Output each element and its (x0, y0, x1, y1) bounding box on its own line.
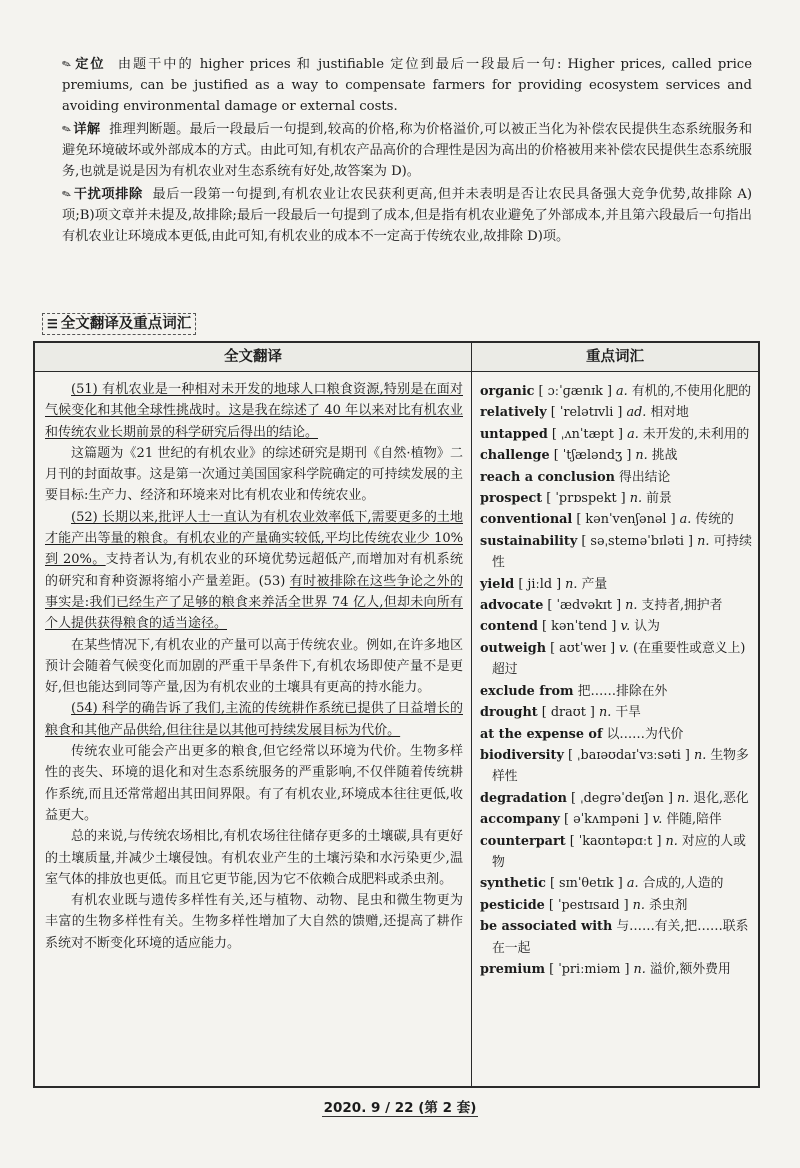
vocab-phonetic: [ səˌsteɪnəˈbɪləti ] (577, 533, 698, 549)
vocab-word: premium (480, 961, 546, 977)
detail-paragraph (62, 119, 752, 182)
vocab-phonetic: [ ˈrelətɪvli ] (546, 405, 627, 421)
vocab-meaning: 干旱 (615, 705, 641, 721)
vocab-word: untapped (480, 426, 548, 442)
vocab-word: reach a conclusion (480, 469, 615, 485)
vocab-meaning: 相对地 (650, 405, 689, 421)
vocab-phonetic: [ ˈædvəkɪt ] (543, 598, 626, 614)
vocab-entry (480, 467, 752, 488)
locate-text: 由题干中的 higher prices 和 justifiable 定位到最后一段最后一句: Higher prices, called price premiums, can be justified as a way to compensate farmers for providing ecosystem services and avoiding environmental damage or external costs. (62, 57, 752, 114)
translation-vocab-table (33, 341, 760, 1088)
column-divider (471, 343, 472, 1086)
vocab-pos: n. (665, 833, 678, 849)
detail-tag: 详解 (73, 122, 101, 137)
vocab-phonetic: [ ˈpestɪsaɪd ] (544, 897, 633, 913)
locate-paragraph (62, 54, 752, 117)
vocab-entry (480, 681, 752, 702)
vocab-meaning: 支持者,拥护者 (641, 598, 723, 614)
vocab-word: outweigh (480, 640, 547, 656)
vocab-pos: n. (677, 790, 690, 806)
translation-paragraph (45, 443, 463, 507)
vocab-word: prospect (480, 491, 543, 507)
plain-text: 总的来说,与传统农场相比,有机农场往往储存更多的土壤碳,具有更好的土壤质量,并减少土壤侵蚀。有机农业产生的土壤污染和水污染更少,温室气体的排放也更低。而且它更节能,因为它不依赖合成肥料或杀虫剂。 (45, 829, 463, 887)
vocab-meaning: 未开发的,未利用的 (642, 426, 750, 442)
vocab-entry (480, 788, 752, 809)
vocab-entry (480, 595, 752, 616)
translation-paragraph (45, 698, 463, 741)
vocab-pos: v. (620, 619, 631, 635)
vocab-pos: n. (635, 448, 648, 464)
vocab-meaning: 与……有关,把……联系在一起 (492, 919, 749, 956)
vocab-meaning: 挑战 (651, 448, 678, 464)
vocab-word: drought (480, 705, 538, 721)
vocab-meaning: 溢价,额外费用 (649, 961, 731, 977)
vocab-phonetic: [ əˈkʌmpəni ] (559, 812, 653, 828)
vocab-meaning: 有机的,不使用化肥的 (631, 384, 752, 399)
underlined-sentence: (51) 有机农业是一种相对未开发的地球人口粮食资源,特别是在面对气候变化和其他全球性挑战时。这是我在综述了 40 年以来对比有机农业和传统农业长期前景的科学研究后得出的结论。 (45, 382, 463, 440)
vocab-meaning: 对应的人或物 (492, 833, 746, 870)
vocab-pos: v. (619, 640, 629, 656)
translation-paragraph (45, 635, 463, 699)
plain-text: 这篇题为《21 世纪的有机农业》的综述研究是期刊《自然·植物》二月刊的封面故事。这是第一次通过美国国家科学院确定的可持续发展的主要目标:生产力、经济和环境来对比有机农业和传统农业。 (45, 445, 463, 504)
vocab-entry (480, 809, 752, 830)
translation-column (45, 379, 463, 954)
vocab-word: degradation (480, 790, 567, 806)
vocab-meaning: 认为 (634, 619, 660, 635)
vocab-entry (480, 638, 752, 681)
vocab-phonetic: [ ˈkaʊntəpɑːt ] (565, 833, 666, 849)
vocab-phonetic: [ ˌbaɪəʊdaɪˈvɜːsəti ] (563, 747, 694, 763)
vocab-word: yield (480, 576, 515, 592)
vocab-pos: n. (625, 598, 638, 614)
vocab-meaning: 产量 (581, 576, 608, 592)
distractor-paragraph (62, 184, 752, 247)
translation-header: 全文翻译 (224, 348, 282, 365)
vocab-word: biodiversity (480, 747, 564, 763)
vocab-meaning: 合成的,人造的 (642, 876, 724, 892)
translation-paragraph (45, 379, 463, 443)
translation-paragraph (45, 741, 463, 826)
vocab-entry (480, 724, 752, 745)
vocab-word: exclude from (480, 683, 574, 699)
distractor-tag: 干扰项排除 (73, 187, 143, 202)
section-marker-icon: ☰ (47, 317, 58, 331)
vocab-word: relatively (480, 405, 547, 421)
vocab-phonetic: [ ˈprɒspekt ] (542, 491, 630, 507)
vocab-entry (480, 616, 752, 637)
vocab-meaning: 伴随,陪伴 (666, 812, 722, 828)
vocab-word: be associated with (480, 919, 613, 935)
pen-icon: ✎ (60, 56, 74, 73)
vocab-entry (480, 831, 752, 874)
vocab-phonetic: [ jiːld ] (514, 576, 566, 592)
locate-tag: 定位 (73, 57, 106, 72)
vocab-phonetic: [ draʊt ] (537, 705, 599, 721)
vocab-pos: a. (616, 384, 628, 399)
vocab-word: contend (480, 619, 538, 635)
vocab-word: synthetic (480, 876, 546, 892)
vocab-meaning: 传统的 (695, 512, 734, 528)
vocab-entry (480, 402, 752, 423)
vocab-pos: a. (626, 876, 639, 892)
vocab-entry (480, 424, 752, 445)
detail-text: 推理判断题。最后一段最后一句提到,较高的价格,称为价格溢价,可以被正当化为补偿农民提供生态系统服务和避免环境破坏或外部成本的方式。由此可知,有机农产品高价的合理性是因为高出的价格被用来补偿农民提供生态系统服务,也就是说是因为有机农业对生态系统有好处,故答案为 D)。 (62, 122, 753, 179)
vocab-phonetic: [ ɔːˈɡænɪk ] (534, 384, 617, 399)
vocab-phonetic: [ aʊtˈweɪ ] (546, 640, 620, 656)
vocab-entry (480, 916, 752, 959)
vocab-meaning: 生物多样性 (492, 747, 749, 785)
vocab-meaning: 杀虫剂 (649, 897, 688, 913)
vocab-phonetic: [ ˌdeɡrəˈdeɪʃən ] (566, 790, 678, 806)
vocab-meaning: 前景 (646, 491, 672, 507)
table-header (35, 343, 758, 372)
vocab-word: pesticide (480, 897, 545, 913)
vocab-pos: n. (697, 533, 710, 549)
vocab-word: at the expense of (480, 726, 603, 742)
vocab-meaning: 可持续性 (492, 533, 752, 571)
vocab-pos: n. (633, 961, 646, 977)
vocab-meaning: (在重要性或意义上)超过 (492, 640, 746, 678)
section-title-text: 全文翻译及重点词汇 (60, 315, 192, 332)
vocab-entry (480, 574, 752, 595)
underlined-sentence: 有时被排除在这些争论之外的事实是:我们已经生产了足够的粮食来养活全世界 74 亿人,但却未向所有个人提供获得粮食的适当途径。 (45, 573, 463, 632)
page-footer (0, 1096, 800, 1116)
vocab-pos: ad. (626, 405, 647, 421)
vocab-pos: v. (652, 812, 663, 828)
explanation-block (62, 54, 752, 249)
vocab-word: counterpart (480, 833, 566, 849)
vocab-phonetic: [ ˌʌnˈtæpt ] (547, 426, 628, 442)
vocabulary-column (480, 381, 752, 980)
vocab-pos: n. (629, 491, 643, 507)
vocab-pos: n. (598, 705, 612, 721)
section-title (42, 313, 196, 335)
vocab-meaning: 把……排除在外 (577, 683, 668, 699)
vocab-pos: a. (627, 426, 639, 442)
vocab-entry (480, 745, 752, 788)
distractor-text: 最后一段第一句提到,有机农业让农民获利更高,但并未表明是否让农民具备强大竞争优势,故排除 A)项;B)项文章并未提及,故排除;最后一段最后一句提到了成本,但是指有机农业避免了外部成本,并且第六段最后一句指出有机农业让环境成本更低,由此可知,有机农业的成本不一定高于传统农业,故排除 D)项。 (62, 187, 753, 244)
vocab-entry (480, 702, 752, 723)
translation-paragraph (45, 890, 463, 954)
vocab-pos: n. (632, 897, 645, 913)
translation-paragraph (45, 826, 463, 890)
pen-icon: ✎ (60, 186, 74, 203)
vocab-entry (480, 445, 752, 466)
vocab-phonetic: [ sɪnˈθetɪk ] (545, 876, 627, 892)
underlined-sentence: (52) 长期以来,批评人士一直认为有机农业效率低下,需要更多的土地才能产出等量的粮食。有机农业的产量确实较低,平均比传统农业少 10% 到 20%。 (45, 509, 463, 568)
vocab-pos: n. (693, 747, 707, 763)
translation-paragraph (45, 507, 463, 635)
vocab-meaning: 以……为代价 (606, 726, 684, 742)
vocab-word: organic (480, 384, 535, 399)
vocab-phonetic: [ kənˈvenʃənəl ] (572, 512, 680, 528)
pen-icon: ✎ (60, 121, 74, 138)
vocab-entry (480, 873, 752, 894)
vocab-pos: n. (565, 576, 578, 592)
vocab-word: challenge (480, 448, 550, 464)
vocab-entry (480, 381, 752, 402)
vocab-word: accompany (480, 812, 560, 828)
vocab-entry (480, 531, 752, 574)
vocab-phonetic: [ ˈpriːmiəm ] (545, 961, 634, 977)
vocab-phonetic: [ ˈtʃæləndʒ ] (549, 448, 636, 464)
vocab-pos: a. (679, 512, 692, 528)
vocab-phonetic: [ kənˈtend ] (537, 619, 621, 635)
vocabulary-header: 重点词汇 (586, 348, 644, 365)
vocab-meaning: 得出结论 (619, 469, 671, 485)
underlined-sentence: (54) 科学的确告诉了我们,主流的传统耕作系统已提供了日益增长的粮食和其他产品供给,但往往是以其他可持续发展目标为代价。 (45, 701, 463, 738)
vocab-word: advocate (480, 598, 544, 614)
plain-text: 有机农业既与遗传多样性有关,还与植物、动物、昆虫和微生物更为丰富的生物多样性有关。生物多样性增加了大自然的馈赠,还提高了耕作系统对不断变化环境的适应能力。 (45, 893, 463, 951)
vocab-word: conventional (480, 512, 573, 528)
vocab-entry (480, 488, 752, 509)
page-number: 2020. 9 / 22 (第 2 套) (323, 1100, 477, 1116)
plain-text: 传统农业可能会产出更多的粮食,但它经常以环境为代价。生物多样性的丧失、环境的退化和对生态系统服务的严重影响,不仅伴随着传统耕作系统,而且还常常超出其田间界限。有了有机农业,环境成本往往更低,收益更大。 (45, 744, 463, 823)
vocab-entry (480, 895, 752, 916)
vocab-meaning: 退化,恶化 (693, 790, 749, 806)
vocab-word: sustainability (480, 533, 578, 549)
vocab-entry (480, 959, 752, 980)
vocab-entry (480, 509, 752, 530)
plain-text: 在某些情况下,有机农业的产量可以高于传统农业。例如,在许多地区预计会随着气候变化而加剧的严重干旱条件下,有机农场即使产量不是更好,但也能达到同等产量,因为有机农业的土壤具有更高的持水能力。 (45, 637, 463, 696)
plain-text: 支持者认为,有机农业的环境优势远超低产,而增加对有机系统的研究和育种资源将缩小产量差距。(53) (45, 552, 464, 589)
